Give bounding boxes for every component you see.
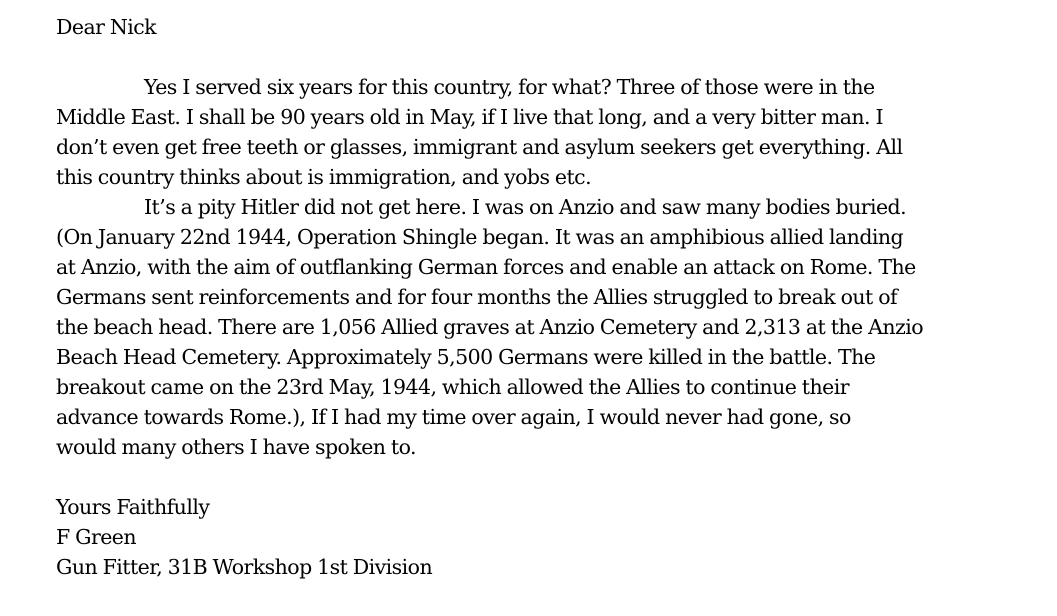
signature-name: F Green (56, 525, 137, 549)
paragraph-line: Beach Head Cemetery. Approximately 5,500 Germans were killed in the battle. The (56, 345, 876, 369)
paragraph-1 (56, 72, 1051, 192)
paragraph-line: (On January 22nd 1944, Operation Shingle began. It was an amphibious allied landing (56, 225, 904, 249)
paragraph-line: this country thinks about is immigration, and yobs etc. (56, 165, 592, 189)
signature-title: Gun Fitter, 31B Workshop 1st Division (56, 555, 433, 579)
spacer (56, 462, 1051, 492)
valediction: Yours Faithfully (56, 495, 210, 519)
paragraph-line: Middle East. I shall be 90 years old in May, if I live that long, and a very bitter man. I (56, 105, 884, 129)
closing-block (56, 492, 1051, 582)
letter (56, 12, 1051, 582)
paragraph-line: don’t even get free teeth or glasses, immigrant and asylum seekers get everything. All (56, 135, 903, 159)
paragraph-line: advance towards Rome.), If I had my time over again, I would never had gone, so (56, 405, 851, 429)
paragraph-line: Yes I served six years for this country, for what? Three of those were in the (144, 75, 875, 99)
paragraph-line: It’s a pity Hitler did not get here. I was on Anzio and saw many bodies buried. (144, 195, 907, 219)
salutation: Dear Nick (56, 15, 157, 39)
paragraph-line: Germans sent reinforcements and for four months the Allies struggled to break out of (56, 285, 898, 309)
paragraph-line: at Anzio, with the aim of outflanking German forces and enable an attack on Rome. The (56, 255, 916, 279)
spacer (56, 42, 1051, 72)
paragraph-line: the beach head. There are 1,056 Allied graves at Anzio Cemetery and 2,313 at the Anzio (56, 315, 924, 339)
paragraph-2 (56, 192, 1051, 462)
paragraph-line: would many others I have spoken to. (56, 435, 417, 459)
paragraph-line: breakout came on the 23rd May, 1944, which allowed the Allies to continue their (56, 375, 849, 399)
